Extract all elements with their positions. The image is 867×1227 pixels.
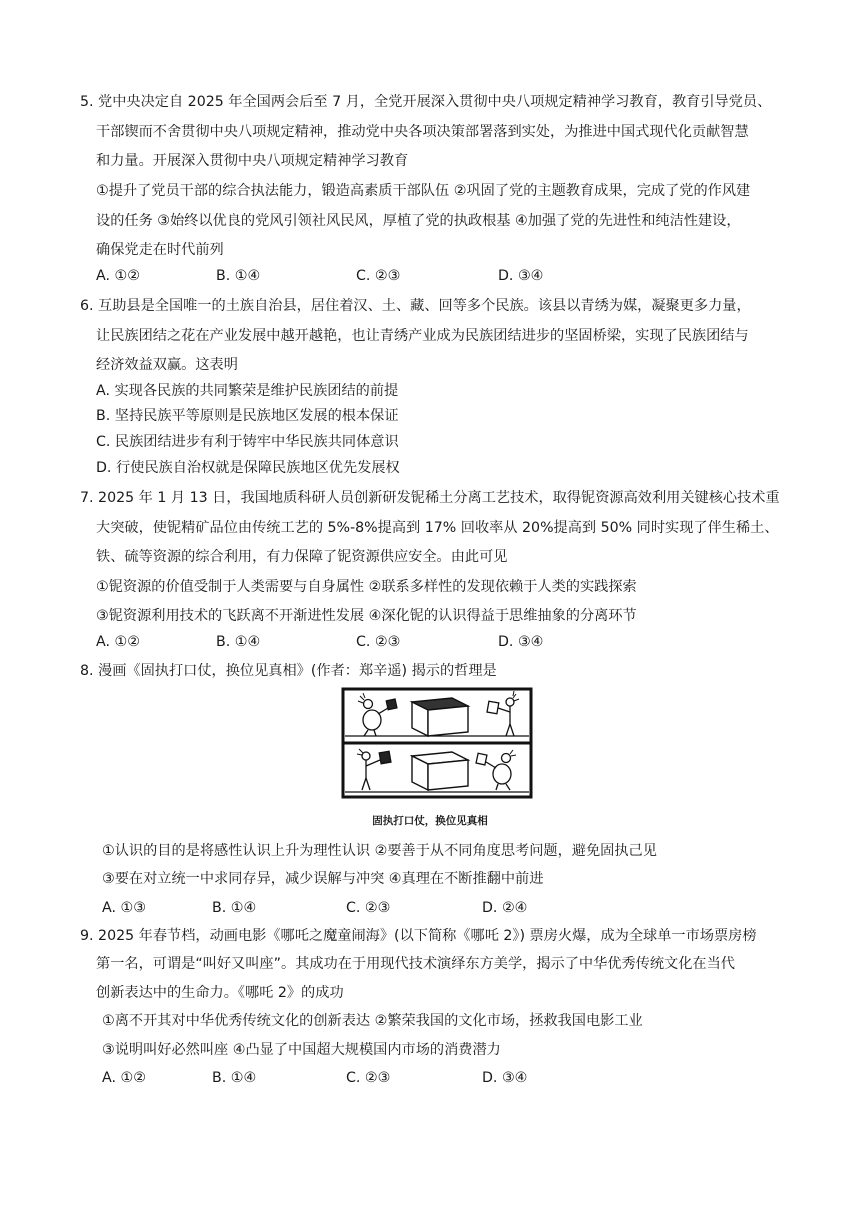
q8-option-c[interactable]: C. ②③ bbox=[346, 900, 391, 916]
q7-option-c[interactable]: C. ②③ bbox=[356, 634, 401, 650]
q6-option-c[interactable]: C. 民族团结进步有利于铸牢中华民族共同体意识 bbox=[96, 434, 399, 450]
q6-option-d[interactable]: D. 行使民族自治权就是保障民族地区优先发展权 bbox=[96, 460, 400, 476]
q8-option-a[interactable]: A. ①③ bbox=[102, 900, 146, 916]
q7-option-b[interactable]: B. ①④ bbox=[216, 634, 261, 650]
q5-option-c[interactable]: C. ②③ bbox=[356, 268, 401, 284]
q8-statement-line-2: ③要在对立统一中求同存异，减少误解与冲突 ④真理在不断推翻中前进 bbox=[102, 871, 544, 887]
q7-stem-line-3: 铁、硫等资源的综合利用，有力保障了铌资源供应安全。由此可见 bbox=[96, 549, 508, 565]
q7-stem-line-1: 7. 2025 年 1 月 13 日，我国地质科研人员创新研发铌稀土分离工艺技术，取得铌资源高效利用关键核心技术重 bbox=[80, 490, 780, 506]
q5-statement-line-2: 设的任务 ③始终以优良的党风引领社风民风，厚植了党的执政根基 ④加强了党的先进性和纯洁性建设， bbox=[96, 213, 741, 229]
q9-stem-line-1: 9. 2025 年春节档，动画电影《哪吒之魔童闹海》(以下简称《哪吒 2》) 票房火爆，成为全球单一市场票房榜 bbox=[80, 928, 757, 944]
q9-option-c[interactable]: C. ②③ bbox=[346, 1070, 391, 1086]
box-bottom bbox=[412, 752, 468, 790]
q9-statement-line-1: ①离不开其对中华优秀传统文化的创新表达 ②繁荣我国的文化市场，拯救我国电影工业 bbox=[102, 1013, 643, 1029]
q6-option-a[interactable]: A. 实现各民族的共同繁荣是维护民族团结的前提 bbox=[96, 383, 399, 399]
box-top bbox=[412, 698, 468, 736]
q7-statement-line-2: ③铌资源利用技术的飞跃离不开渐进性发展 ④深化铌的认识得益于思维抽象的分离环节 bbox=[96, 608, 637, 624]
q5-stem-line-1: 5. 党中央决定自 2025 年全国两会后至 7 月，全党开展深入贯彻中央八项规定精神学习教育，教育引导党员、 bbox=[80, 94, 772, 110]
q9-option-d[interactable]: D. ③④ bbox=[482, 1070, 528, 1086]
q5-statement-line-1: ①提升了党员干部的综合执法能力，锻造高素质干部队伍 ②巩固了党的主题教育成果，完成了党的作风建 bbox=[96, 183, 751, 199]
q9-stem-line-3: 创新表达中的生命力。《哪吒 2》的成功 bbox=[96, 985, 344, 1001]
q8-option-d[interactable]: D. ②④ bbox=[482, 900, 528, 916]
q5-stem-line-3: 和力量。开展深入贯彻中央八项规定精神学习教育 bbox=[96, 153, 409, 169]
q5-stem-line-2: 干部锲而不舍贯彻中央八项规定精神，推动党中央各项决策部署落到实处，为推进中国式现代化贡献智慧 bbox=[96, 124, 749, 140]
q9-stem-line-2: 第一名，可谓是“叫好又叫座”。其成功在于用现代技术演绎东方美学，揭示了中华优秀传统文化在当代 bbox=[96, 956, 735, 972]
cartoon-image bbox=[340, 686, 534, 804]
q5-options bbox=[96, 266, 596, 286]
q7-stem-line-2: 大突破，使铌精矿品位由传统工艺的 5%-8%提高到 17% 回收率从 20%提高到 50% 同时实现了伴生稀土、 bbox=[96, 520, 779, 536]
q6-option-b[interactable]: B. 坚持民族平等原则是民族地区发展的根本保证 bbox=[96, 408, 399, 424]
q9-option-b[interactable]: B. ①④ bbox=[212, 1070, 257, 1086]
q8-option-b[interactable]: B. ①④ bbox=[212, 900, 257, 916]
q6-stem-line-1: 6. 互助县是全国唯一的土族自治县，居住着汉、土、藏、回等多个民族。该县以青绣为媒，凝聚更多力量， bbox=[80, 298, 751, 314]
q5-statement-line-3: 确保党走在时代前列 bbox=[96, 242, 224, 258]
q5-option-a[interactable]: A. ①② bbox=[96, 268, 140, 284]
q6-stem-line-3: 经济效益双赢。这表明 bbox=[96, 357, 238, 373]
q8-options bbox=[102, 898, 602, 918]
q7-option-d[interactable]: D. ③④ bbox=[498, 634, 544, 650]
q8-statement-line-1: ①认识的目的是将感性认识上升为理性认识 ②要善于从不同角度思考问题，避免固执己见 bbox=[102, 843, 657, 859]
cartoon-caption: 固执打口仗，换位见真相 bbox=[372, 815, 488, 827]
q7-options bbox=[96, 632, 596, 652]
q7-statement-line-1: ①铌资源的价值受制于人类需要与自身属性 ②联系多样性的发现依赖于人类的实践探索 bbox=[96, 579, 637, 595]
q5-option-b[interactable]: B. ①④ bbox=[216, 268, 261, 284]
q5-option-d[interactable]: D. ③④ bbox=[498, 268, 544, 284]
q8-stem: 8. 漫画《固执打口仗，换位见真相》(作者：郑辛遥) 揭示的哲理是 bbox=[80, 663, 497, 679]
q6-stem-line-2: 让民族团结之花在产业发展中越开越艳，也让青绣产业成为民族团结进步的坚固桥梁，实现了民族团结与 bbox=[96, 328, 749, 344]
q9-option-a[interactable]: A. ①② bbox=[102, 1070, 146, 1086]
q9-options bbox=[102, 1068, 602, 1088]
q9-statement-line-2: ③说明叫好必然叫座 ④凸显了中国超大规模国内市场的消费潜力 bbox=[102, 1042, 501, 1058]
q7-option-a[interactable]: A. ①② bbox=[96, 634, 140, 650]
